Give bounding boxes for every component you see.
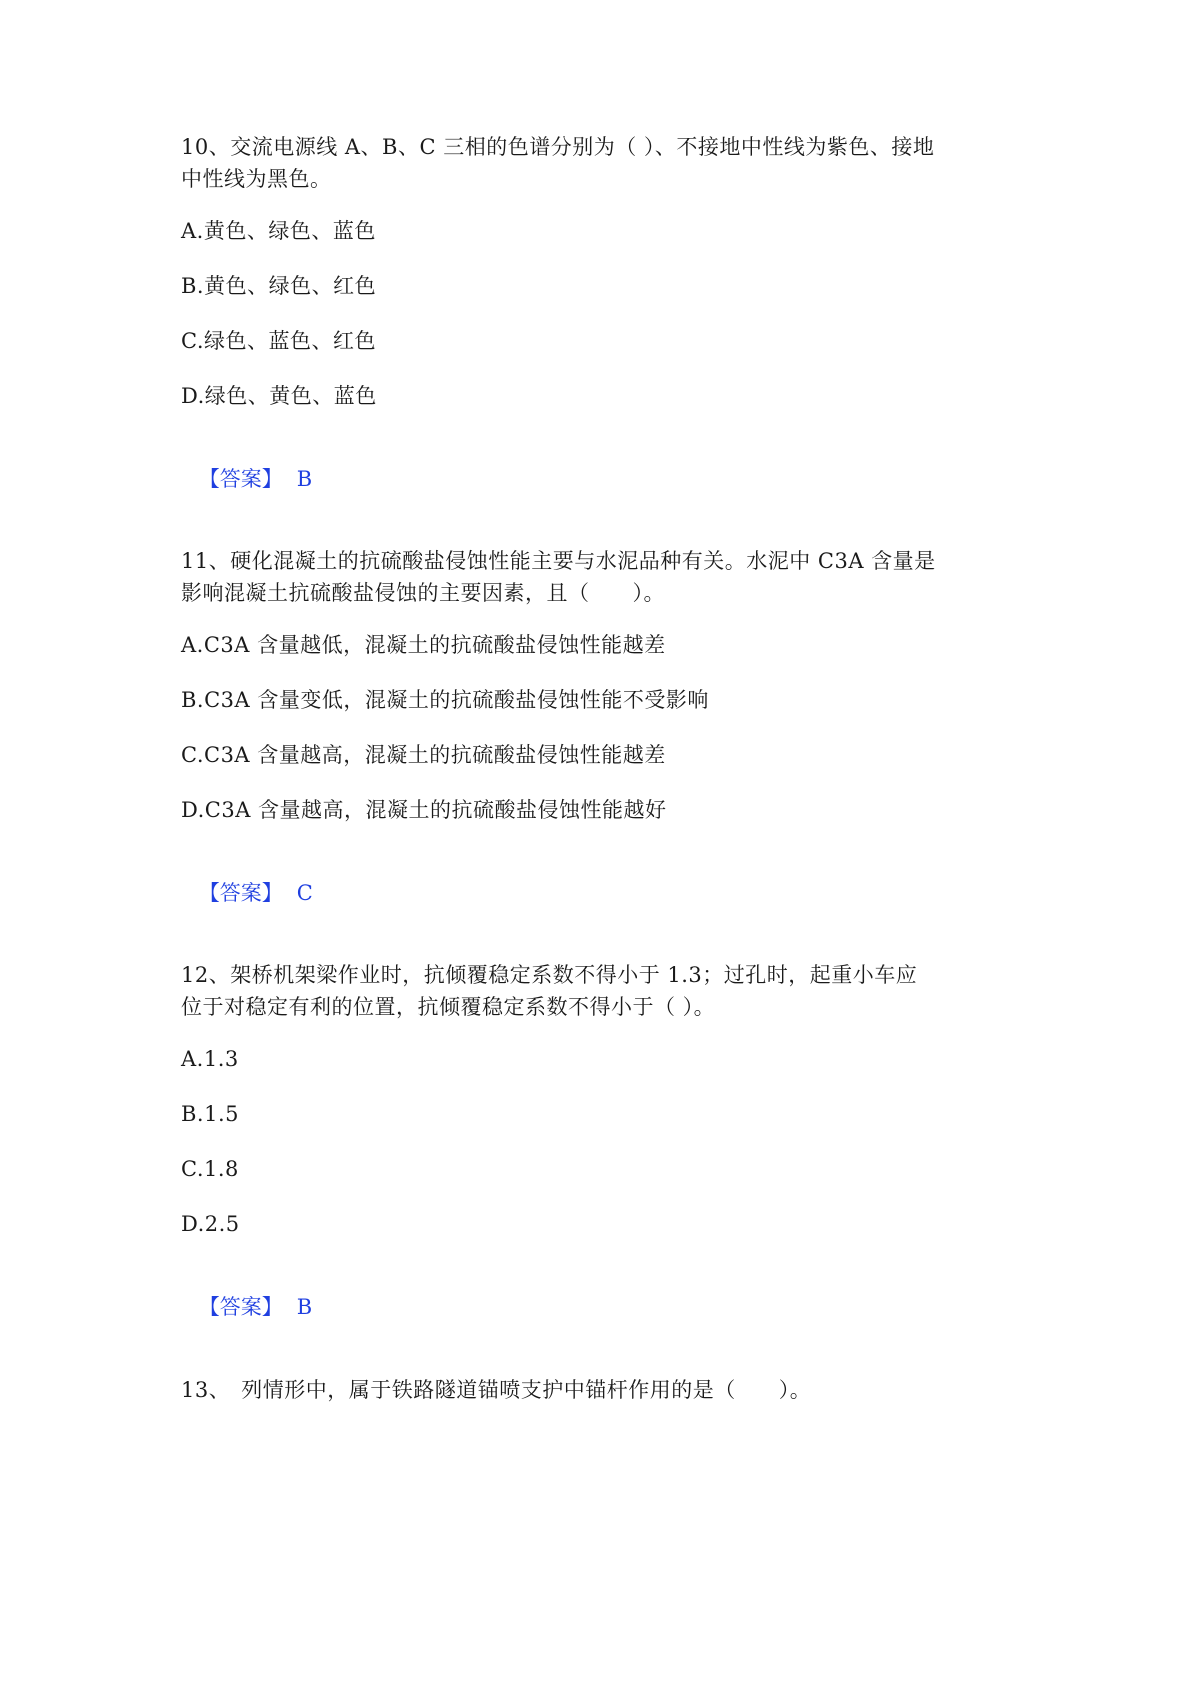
question-11-option-d: D.C3A 含量越高，混凝土的抗硫酸盐侵蚀性能越好 — [181, 798, 667, 822]
question-12-option-c: C.1.8 — [181, 1157, 239, 1181]
question-11-option-b: B.C3A 含量变低，混凝土的抗硫酸盐侵蚀性能不受影响 — [181, 688, 709, 712]
answer-value: B — [296, 467, 313, 491]
question-11-option-a: A.C3A 含量越低，混凝土的抗硫酸盐侵蚀性能越差 — [181, 633, 666, 657]
question-11-option-c: C.C3A 含量越高，混凝土的抗硫酸盐侵蚀性能越差 — [181, 743, 666, 767]
question-10-option-d: D.绿色、黄色、蓝色 — [181, 384, 377, 408]
question-12-option-b: B.1.5 — [181, 1102, 240, 1126]
question-12-stem: 12、架桥机架梁作业时，抗倾覆稳定系数不得小于 1.3；过孔时，起重小车应 位于对稳定有利的位置，抗倾覆稳定系数不得小于（ ）。 — [181, 963, 918, 1019]
question-10-option-b: B.黄色、绿色、红色 — [181, 274, 377, 298]
question-12-option-a: A.1.3 — [181, 1047, 239, 1071]
question-12-option-d: D.2.5 — [181, 1212, 240, 1236]
question-11-stem: 11、硬化混凝土的抗硫酸盐侵蚀性能主要与水泥品种有关。水泥中 C3A 含量是 影响混凝土抗硫酸盐侵蚀的主要因素，且（ ）。 — [181, 549, 936, 605]
answer-value: B — [296, 1295, 313, 1319]
question-10-answer — [172, 437, 312, 521]
question-12-answer — [172, 1265, 312, 1349]
question-11-answer — [172, 851, 313, 935]
question-10-stem: 10、交流电源线 A、B、C 三相的色谱分别为（ ）、不接地中性线为紫色、接地 中性线为黑色。 — [181, 135, 935, 191]
answer-label: 【答案】 — [198, 881, 283, 905]
answer-label: 【答案】 — [198, 1295, 283, 1319]
question-10-option-a: A.黄色、绿色、蓝色 — [181, 219, 376, 243]
question-10-option-c: C.绿色、蓝色、红色 — [181, 329, 376, 353]
answer-label: 【答案】 — [198, 467, 283, 491]
answer-value: C — [296, 881, 313, 905]
question-13-stem: 13、 列情形中，属于铁路隧道锚喷支护中锚杆作用的是（ ）。 — [181, 1378, 812, 1402]
